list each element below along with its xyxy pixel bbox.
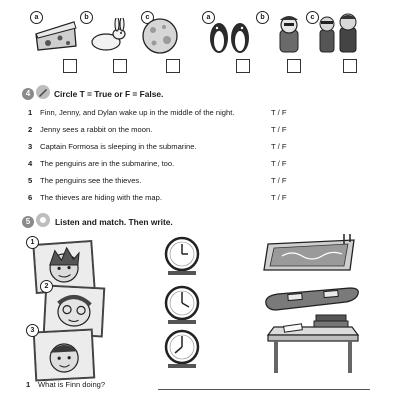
penguins-icon [205,14,255,56]
true-false-choice[interactable]: T / F [271,125,287,134]
pool-icon [262,232,360,274]
clock-icon [162,235,202,277]
portrait-number: 3 [26,324,39,337]
clock-icon [162,284,202,326]
answer-checkbox[interactable] [166,59,180,73]
section-title: Circle T = True or F = False. [54,89,164,99]
section-title: Listen and match. Then write. [55,217,173,227]
option-label: a [30,11,43,24]
answer-checkbox[interactable] [236,59,250,73]
portrait-number: 2 [40,280,53,293]
answer-checkbox[interactable] [343,59,357,73]
option-label: b [80,11,93,24]
option-label: a [202,11,215,24]
cheese-icon [34,16,78,54]
option-label: c [306,11,319,24]
rabbit-icon [84,18,128,54]
option-label: c [141,11,154,24]
answer-line[interactable] [158,389,370,390]
true-false-choice[interactable]: T / F [271,108,287,117]
true-false-choice[interactable]: T / F [271,176,287,185]
list-item: 2 Jenny sees a rabbit on the moon. T / F [28,125,287,134]
list-item: 1 Finn, Jenny, and Dylan wake up in the middle of the night. T / F [28,108,287,117]
option-label: b [256,11,269,24]
list-item: 5 The penguins see the thieves. T / F [28,176,287,185]
section-number: 4 [22,88,34,100]
true-false-choice[interactable]: T / F [271,159,287,168]
girl-icon [45,287,103,336]
dylan-portrait [33,328,96,381]
section-number: 5 [22,216,34,228]
pencil-icon [35,84,51,100]
question-number: 1 [26,380,31,389]
desk-icon [266,313,360,375]
question-text: What is Finn doing? [38,380,106,389]
captain-icon [268,12,308,56]
clock-icon [162,328,202,370]
answer-checkbox[interactable] [287,59,301,73]
true-false-choice[interactable]: T / F [271,193,287,202]
audio-icon [35,212,51,228]
thieves-icon [316,10,362,56]
true-false-choice[interactable]: T / F [271,142,287,151]
portrait-number: 1 [26,236,39,249]
moon-icon [140,16,180,56]
list-item: 4 The penguins are in the submarine, too. T / F [28,159,287,168]
list-item: 6 The thieves are hiding with the map. T / F [28,193,287,202]
skateboard-icon [262,282,362,312]
list-item: 3 Captain Formosa is sleeping in the submarine. T / F [28,142,287,151]
answer-checkbox[interactable] [63,59,77,73]
answer-checkbox[interactable] [113,59,127,73]
boy-icon [35,331,93,380]
